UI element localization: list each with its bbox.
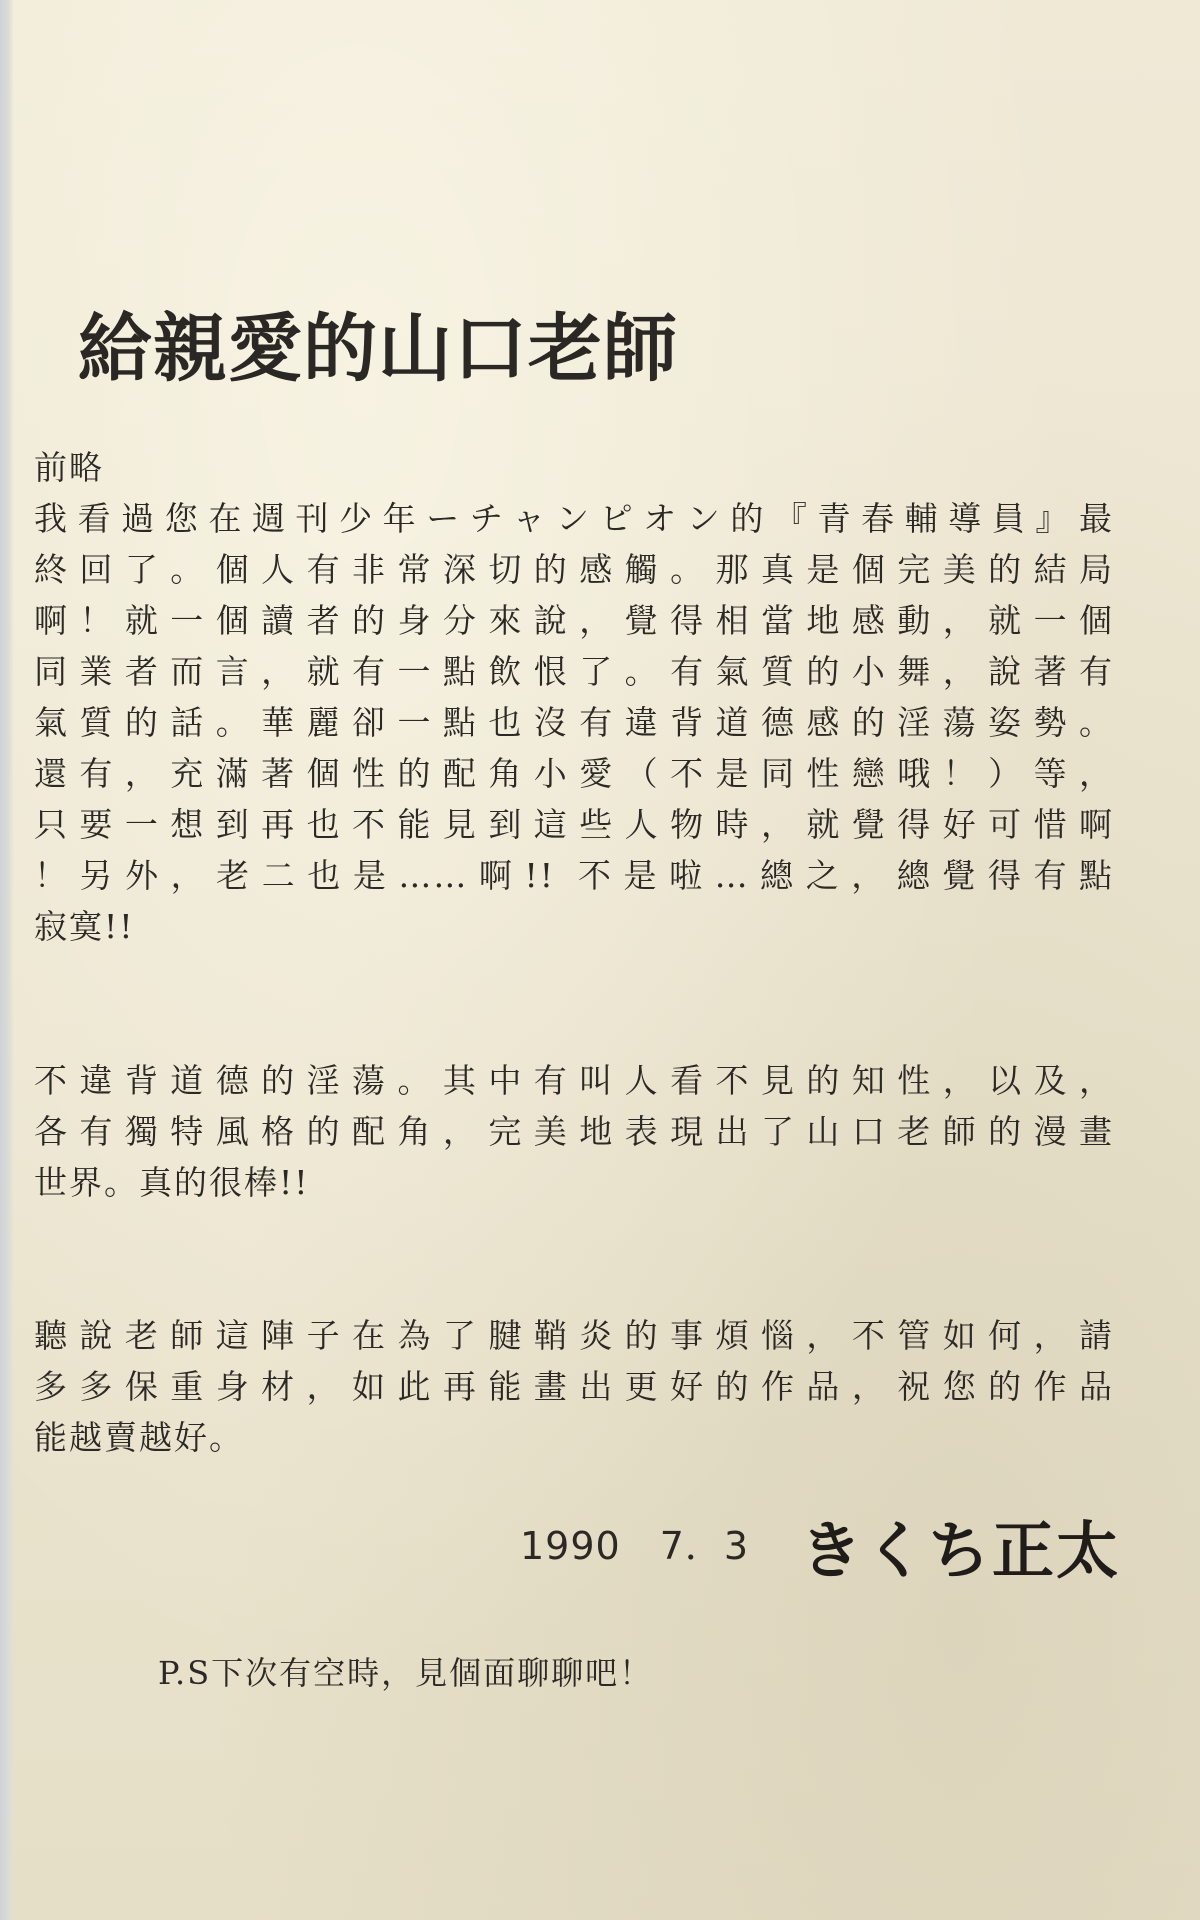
text-line: 世界。真的很棒!! — [34, 1163, 310, 1202]
text-line: 啊！就一個讀者的身分來說，覺得相當地感動，就一個 — [34, 601, 1114, 640]
text-line: 還有，充滿著個性的配角小愛（不是同性戀哦！）等， — [34, 754, 1114, 793]
text-line: 氣質的話。華麗卻一點也沒有違背道德感的淫蕩姿勢。 — [34, 703, 1114, 742]
text-line: 不違背道德的淫蕩。其中有叫人看不見的知性，以及， — [34, 1061, 1114, 1100]
text-line: 終回了。個人有非常深切的感觸。那真是個完美的結局 — [34, 550, 1114, 589]
text-line: 多多保重身材，如此再能畫出更好的作品，祝您的作品 — [34, 1367, 1114, 1406]
letter-date: 1990 7．3 — [520, 1524, 750, 1568]
text-line: 寂寞!! — [34, 907, 135, 946]
page-edge — [0, 0, 14, 1920]
postscript: P.S下次有空時，見個面聊聊吧！ — [158, 1654, 654, 1692]
signature-block — [520, 1505, 1140, 1585]
paragraph-2 — [34, 1055, 1114, 1208]
text-line: 各有獨特風格的配角，完美地表現出了山口老師的漫畫 — [34, 1112, 1114, 1151]
letter-greeting: 前略 — [34, 448, 104, 487]
paragraph-1 — [34, 493, 1114, 952]
paragraph-3 — [34, 1310, 1114, 1463]
text-line: 我看過您在週刊少年ーチャンピオン的『青春輔導員』最 — [34, 499, 1114, 538]
text-line: 只要一想到再也不能見到這些人物時，就覺得好可惜啊 — [34, 805, 1114, 844]
text-line: ！另外，老二也是……啊!! 不是啦…總之，總覺得有點 — [34, 856, 1114, 895]
text-line: 聽說老師這陣子在為了腱鞘炎的事煩惱，不管如何，請 — [34, 1316, 1114, 1355]
author-signature: きくち正太 — [800, 1514, 1121, 1587]
text-line: 同業者而言，就有一點飲恨了。有氣質的小舞，說著有 — [34, 652, 1114, 691]
text-line: 能越賣越好。 — [34, 1418, 244, 1457]
letter-title: 給親愛的山口老師 — [78, 306, 678, 392]
